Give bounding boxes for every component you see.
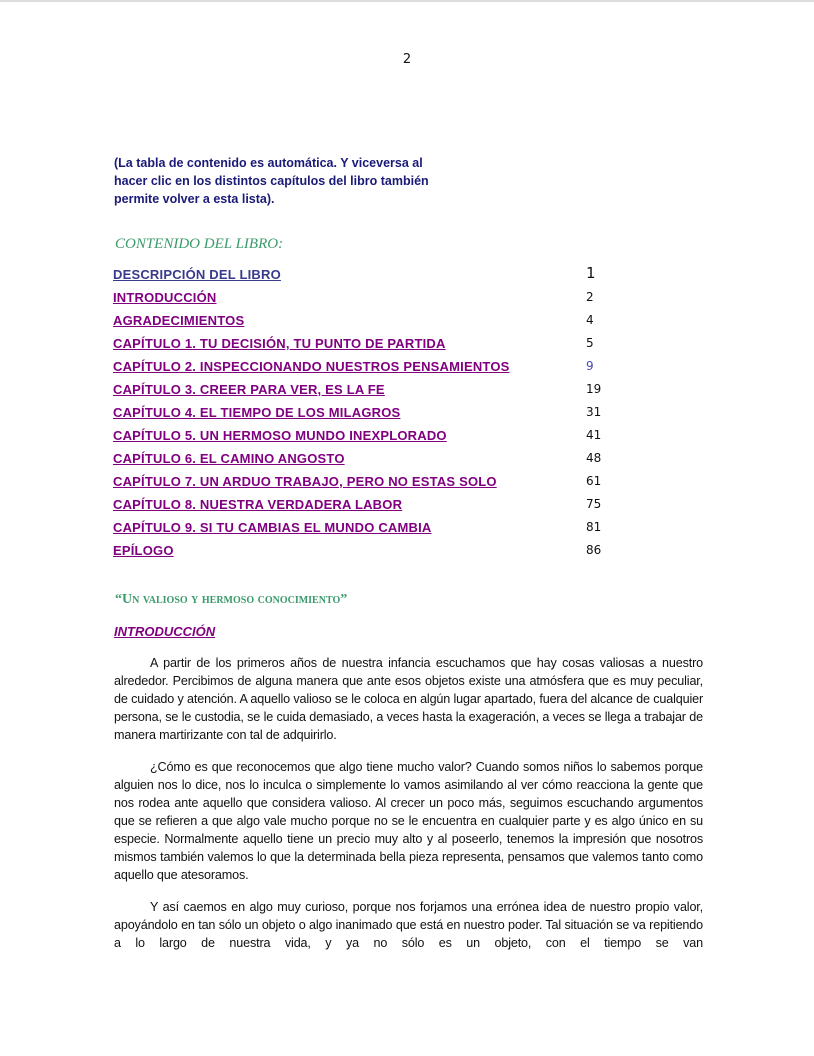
toc-page-number: 81 <box>586 520 602 534</box>
toc-title: CONTENIDO DEL LIBRO: <box>115 236 284 252</box>
toc-link[interactable]: AGRADECIMIENTOS <box>113 313 245 328</box>
paragraph: ¿Cómo es que reconocemos que algo tiene mucho valor? Cuando somos niños lo sabemos porque alguien nos lo dice, nos lo inculca o simplemente lo vamos asimilando al ver cómo reacciona la gente que nos rodea ante aquello que considera valioso. Al crecer un poco más, seguimos escuchando argumentos que se refieren a que algo vale mucho porque no se le encuentra en cualquier parte y es algo único en su especie. Normalmente aquello tiene un precio muy alto y al poseerlo, tenemos la impresión que nosotros mismos también valemos lo que la determinada bella pieza representa, pensamos que valemos tanto como aquello que atesoramos. <box>114 760 703 882</box>
toc-link[interactable]: CAPÍTULO 1. TU DECISIÓN, TU PUNTO DE PARTIDA <box>113 336 446 351</box>
toc-link[interactable]: EPÍLOGO <box>113 543 174 558</box>
toc-entry[interactable] <box>113 312 613 335</box>
section-title: “Un valioso y hermoso conocimiento” <box>115 592 348 607</box>
toc-entry[interactable] <box>113 450 613 473</box>
toc-link[interactable]: CAPÍTULO 5. UN HERMOSO MUNDO INEXPLORADO <box>113 428 447 443</box>
paragraph: Y así caemos en algo muy curioso, porque nos forjamos una errónea idea de nuestro propio valor, apoyándolo en tan sólo un objeto o algo inanimado que está en nuestro poder. Tal situación se va repitiendo a lo largo de nuestra vida, y ya no sólo es un objeto, con el tiempo se van <box>114 900 703 950</box>
toc-page-number: 61 <box>586 474 602 488</box>
toc-entry[interactable] <box>113 496 613 519</box>
body-text <box>114 654 703 966</box>
toc-page-number: 19 <box>586 382 602 396</box>
toc-entry[interactable] <box>113 358 613 381</box>
toc-note: (La tabla de contenido es automática. Y viceversa al hacer clic en los distintos capítulos del libro también permite volver a esta lista). <box>114 156 429 206</box>
toc-link[interactable]: CAPÍTULO 2. INSPECCIONANDO NUESTROS PENSAMIENTOS <box>113 359 510 374</box>
toc-link[interactable]: DESCRIPCIÓN DEL LIBRO <box>113 267 281 282</box>
toc-page-number: 41 <box>586 428 602 442</box>
page-number: 2 <box>402 52 412 67</box>
toc-entry[interactable] <box>113 335 613 358</box>
toc-link[interactable]: CAPÍTULO 4. EL TIEMPO DE LOS MILAGROS <box>113 405 401 420</box>
table-of-contents <box>113 266 613 565</box>
toc-link[interactable]: CAPÍTULO 8. NUESTRA VERDADERA LABOR <box>113 497 403 512</box>
toc-entry[interactable] <box>113 266 613 289</box>
toc-page-number: 31 <box>586 405 602 419</box>
toc-link[interactable]: CAPÍTULO 7. UN ARDUO TRABAJO, PERO NO ESTAS SOLO <box>113 474 497 489</box>
toc-page-number: 2 <box>586 290 594 304</box>
paragraph: A partir de los primeros años de nuestra infancia escuchamos que hay cosas valiosas a nuestro alrededor. Percibimos de alguna manera que ante esos objetos existe una atmósfera que es muy peculiar, de cuidado y atención. A aquello valioso se le coloca en algún lugar apartado, fuera del alcance de cualquier persona, se le custodia, se le cuida demasiado, a veces hasta la exageración, a veces se llega a trabajar de manera martirizante con tal de adquirirlo. <box>114 656 703 742</box>
introduction-heading: INTRODUCCIÓN <box>114 624 216 639</box>
toc-page-number: 5 <box>586 336 594 350</box>
toc-link[interactable]: INTRODUCCIÓN <box>113 290 217 305</box>
toc-link[interactable]: CAPÍTULO 3. CREER PARA VER, ES LA FE <box>113 382 385 397</box>
toc-entry[interactable] <box>113 473 613 496</box>
toc-entry[interactable] <box>113 427 613 450</box>
toc-page-number: 86 <box>586 543 602 557</box>
toc-page-number: 4 <box>586 313 594 327</box>
toc-entry[interactable] <box>113 519 613 542</box>
toc-link[interactable]: CAPÍTULO 9. SI TU CAMBIAS EL MUNDO CAMBIA <box>113 520 432 535</box>
toc-page-number: 1 <box>586 264 596 282</box>
toc-page-number: 48 <box>586 451 602 465</box>
toc-entry[interactable] <box>113 404 613 427</box>
toc-link[interactable]: CAPÍTULO 6. EL CAMINO ANGOSTO <box>113 451 345 466</box>
toc-entry[interactable] <box>113 542 613 565</box>
toc-page-number: 75 <box>586 497 602 511</box>
toc-page-number: 9 <box>586 359 594 373</box>
toc-entry[interactable] <box>113 381 613 404</box>
toc-entry[interactable] <box>113 289 613 312</box>
